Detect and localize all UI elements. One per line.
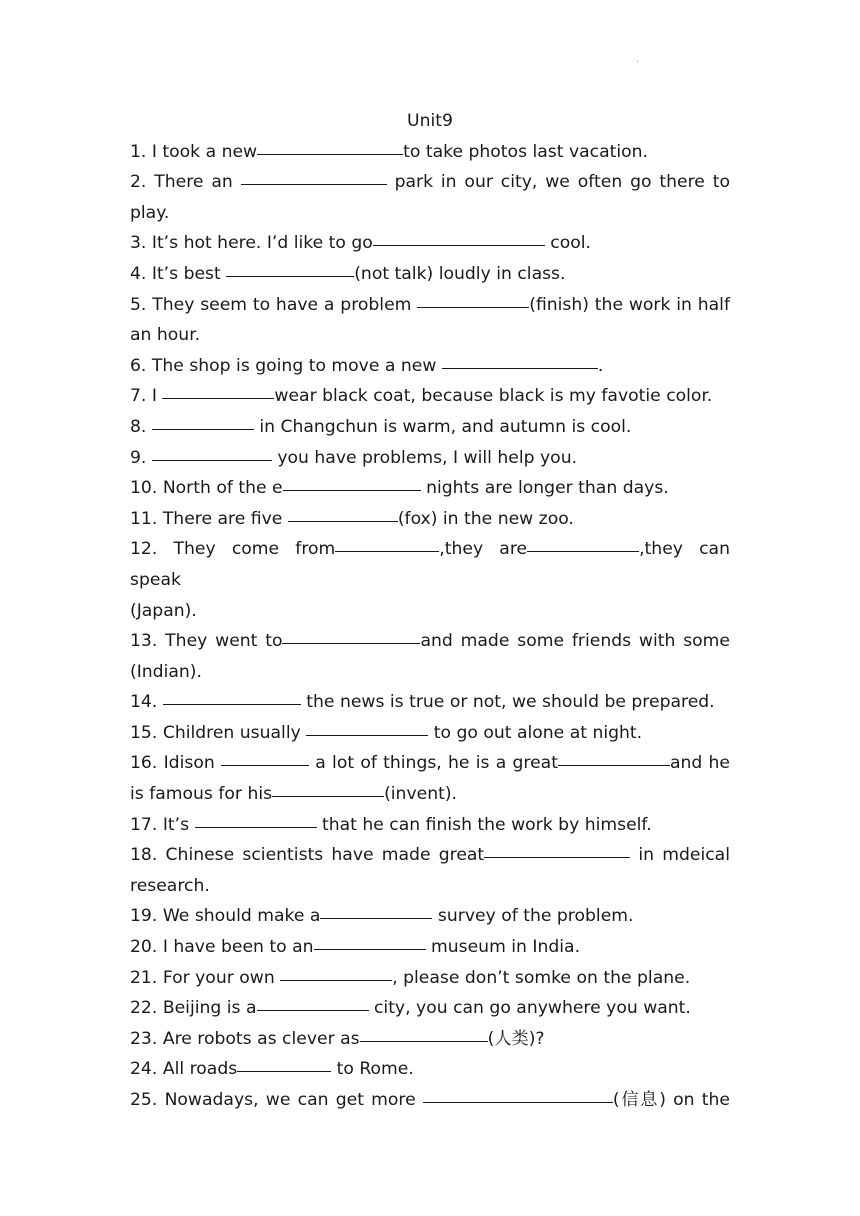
question-11: 11. There are five (fox) in the new zoo.: [130, 508, 574, 529]
answer-blank[interactable]: [314, 948, 426, 950]
corner-mark: ·: [636, 57, 640, 68]
answer-blank[interactable]: [360, 1040, 488, 1042]
question-13: 13. They went to and made some friends with some (Indian).: [130, 631, 730, 682]
question-20: 20. I have been to an museum in India.: [130, 937, 581, 958]
question-14: 14. the news is true or not, we should be prepared.: [130, 692, 715, 713]
question-21: 21. For your own , please don’t somke on the plane.: [130, 967, 691, 988]
question-7: 7. I wear black coat, because black is my favotie color.: [130, 386, 713, 407]
answer-blank[interactable]: [272, 795, 384, 797]
answer-blank[interactable]: [257, 153, 403, 155]
answer-blank[interactable]: [442, 367, 598, 369]
question-17: 17. It’s that he can finish the work by himself.: [130, 814, 652, 835]
question-15: 15. Children usually to go out alone at night.: [130, 722, 643, 743]
question-5: 5. They seem to have a problem (finish) the work in half an hour.: [130, 294, 730, 346]
question-18: 18. Chinese scientists have made great in mdeical research.: [130, 845, 730, 896]
question-24: 24. All roads to Rome.: [130, 1059, 414, 1080]
question-3: 3. It’s hot here. I’d like to go cool.: [130, 233, 592, 254]
answer-blank[interactable]: [241, 183, 387, 185]
question-10: 10. North of the e nights are longer than days.: [130, 478, 669, 499]
answer-blank[interactable]: [237, 1070, 331, 1072]
answer-blank[interactable]: [320, 917, 432, 919]
question-19: 19. We should make a survey of the problem.: [130, 906, 634, 927]
answer-blank[interactable]: [163, 703, 301, 705]
answer-blank[interactable]: [152, 459, 272, 461]
answer-blank[interactable]: [335, 550, 439, 552]
question-6: 6. The shop is going to move a new .: [130, 355, 604, 376]
question-1: 1. I took a new to take photos last vacation.: [130, 141, 649, 162]
worksheet-title: Unit9: [407, 111, 453, 131]
question-23: 23. Are robots as clever as (人类)?: [130, 1028, 545, 1049]
question-2: 2. There an park in our city, we often go there to play.: [130, 172, 730, 223]
answer-blank[interactable]: [417, 306, 529, 308]
question-16: 16. Idison a lot of things, he is a great and he is famous for his (invent).: [130, 753, 731, 805]
answer-blank[interactable]: [195, 826, 317, 828]
question-8: 8. in Changchun is warm, and autumn is cool.: [130, 416, 632, 437]
answer-blank[interactable]: [280, 979, 392, 981]
worksheet: [130, 106, 730, 1116]
answer-blank[interactable]: [306, 734, 428, 736]
answer-blank[interactable]: [283, 489, 421, 491]
question-25: 25. Nowadays, we can get more (信息) on the: [130, 1090, 730, 1110]
answer-blank[interactable]: [373, 244, 545, 246]
answer-blank[interactable]: [484, 856, 630, 858]
answer-blank[interactable]: [527, 550, 639, 552]
question-22: 22. Beijing is a city, you can go anywhere you want.: [130, 998, 691, 1019]
answer-blank[interactable]: [152, 428, 254, 430]
answer-blank[interactable]: [558, 764, 670, 766]
answer-blank[interactable]: [221, 764, 309, 766]
question-12: 12. They come from ,they are ,they can speak (Japan).: [130, 539, 730, 621]
answer-blank[interactable]: [257, 1009, 369, 1011]
answer-blank[interactable]: [423, 1101, 613, 1103]
answer-blank[interactable]: [282, 642, 420, 644]
answer-blank[interactable]: [226, 275, 354, 277]
question-9: 9. you have problems, I will help you.: [130, 447, 578, 468]
question-4: 4. It’s best (not talk) loudly in class.: [130, 263, 566, 284]
answer-blank[interactable]: [288, 520, 398, 522]
answer-blank[interactable]: [162, 397, 274, 399]
